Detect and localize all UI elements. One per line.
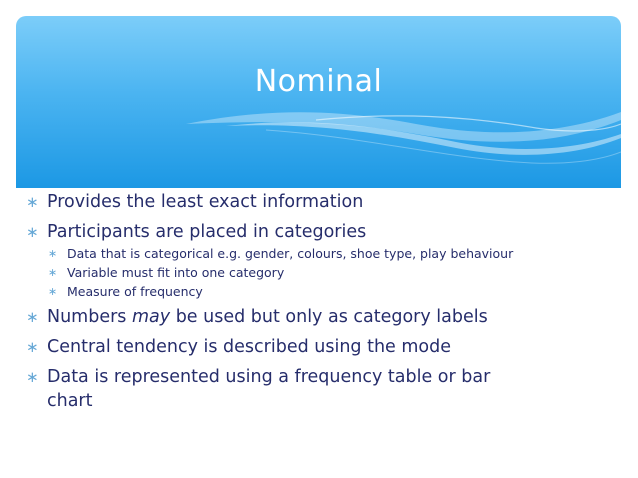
sub-bullet-item [26,263,626,282]
bullet-item [26,190,626,214]
title-banner [16,16,621,188]
sub-bullet-text: Measure of frequency [67,284,203,299]
bullet-text [47,307,488,327]
bullet-text: chart [47,391,93,411]
sub-bullet-icon: ∗ [48,285,58,298]
bullet-item [26,365,626,413]
sub-bullet-text: Data that is categorical e.g. gender, colours, shoe type, play behaviour [67,246,514,261]
bullet-text-part: Numbers [47,307,132,327]
bullet-item [26,220,626,244]
bullet-text: Participants are placed in categories [47,222,367,242]
bullet-text: Data is represented using a frequency table or bar [47,367,491,387]
wave-decoration [16,16,621,188]
slide-title: Nominal [254,64,383,99]
bullet-item [26,305,626,329]
sub-bullet-item [26,244,626,263]
bullet-text-part: be used but only as category labels [170,307,488,327]
bullet-text: Central tendency is described using the mode [47,337,452,357]
sub-bullet-icon: ∗ [48,247,58,260]
bullet-text: Provides the least exact information [47,192,364,212]
bullet-icon: ∗ [26,338,39,356]
sub-bullet-item [26,282,626,301]
bullet-icon: ∗ [26,368,39,386]
sub-bullet-text: Variable must fit into one category [67,265,285,280]
bullet-list [26,190,626,413]
bullet-text-emphasis: may [131,307,171,327]
bullet-icon: ∗ [26,223,39,241]
bullet-item [26,335,626,359]
bullet-icon: ∗ [26,308,39,326]
sub-bullet-icon: ∗ [48,266,58,279]
bullet-icon: ∗ [26,193,39,211]
